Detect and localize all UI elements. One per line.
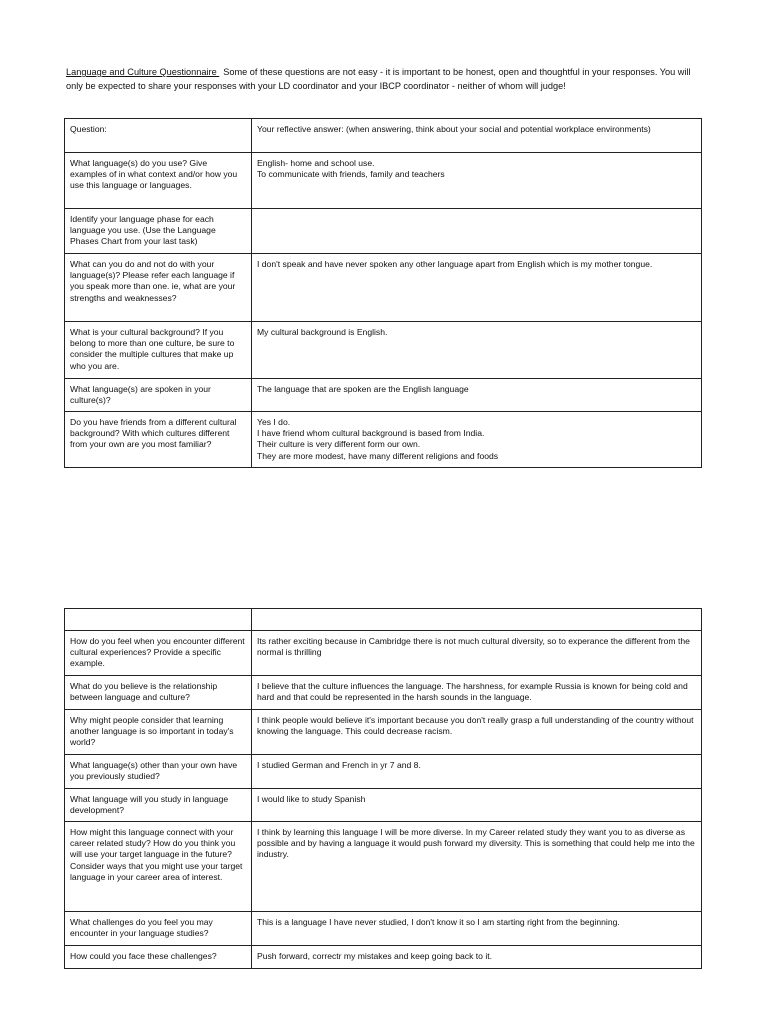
header-question	[65, 609, 252, 631]
answer-cell[interactable]	[252, 379, 702, 412]
question-cell: How could you face these challenges?	[65, 946, 252, 969]
table-row	[65, 912, 702, 946]
answer-line: English- home and school use.	[257, 158, 375, 168]
question-cell: What language(s) other than your own have you previously studied?	[65, 755, 252, 789]
table-row	[65, 322, 702, 379]
intro-paragraph	[66, 66, 706, 93]
answer-cell[interactable]	[252, 822, 702, 912]
answer-cell[interactable]	[252, 676, 702, 710]
table-row	[65, 676, 702, 710]
answer-cell[interactable]	[252, 153, 702, 209]
table-row	[65, 946, 702, 969]
table-row	[65, 755, 702, 789]
answer-line: Push forward, correctr my mistakes and keep going back to it.	[257, 951, 492, 961]
table-row	[65, 254, 702, 322]
answer-cell[interactable]	[252, 710, 702, 755]
answer-line: I would like to study Spanish	[257, 794, 366, 804]
answer-cell[interactable]	[252, 412, 702, 468]
question-cell: What can you do and not do with your language(s)? Please refer each language if you speak more than one. ie, what are your strengths and weaknesses?	[65, 254, 252, 322]
document-title: Language and Culture Questionnaire	[66, 67, 220, 77]
answer-line: Their culture is very different form our own.	[257, 439, 421, 450]
question-cell: How do you feel when you encounter different cultural experiences? Provide a specific example.	[65, 631, 252, 676]
question-cell: What language will you study in language development?	[65, 789, 252, 822]
table-row	[65, 631, 702, 676]
question-cell: How might this language connect with your career related study? How do you think you will use your target language in the future? Consider ways that you might use your target language in your career area of interest.	[65, 822, 252, 912]
answer-line: Its rather exciting because in Cambridge there is not much cultural diversity, so to experance the different from the normal is thrilling	[257, 636, 690, 658]
header-answer	[252, 609, 702, 631]
answer-line: My cultural background is English.	[257, 327, 388, 337]
question-cell: What challenges do you feel you may encounter in your language studies?	[65, 912, 252, 946]
answer-cell[interactable]	[252, 946, 702, 969]
table-row	[65, 789, 702, 822]
answer-line: They are more modest, have many different religions and foods	[257, 450, 499, 461]
answer-cell[interactable]	[252, 209, 702, 254]
table-row	[65, 710, 702, 755]
questionnaire-table-2	[64, 608, 702, 969]
question-cell: Why might people consider that learning another language is so important in today's world?	[65, 710, 252, 755]
answer-line: I have friend whom cultural background is based from India.	[257, 428, 485, 439]
answer-cell[interactable]	[252, 631, 702, 676]
questionnaire-table-1	[64, 118, 702, 468]
answer-line: This is a language I have never studied, I don't know it so I am starting right from the beginning.	[257, 917, 620, 927]
table-row	[65, 209, 702, 254]
answer-line: Yes I do.	[257, 417, 291, 427]
question-cell: What language(s) do you use? Give examples of in what context and/or how you use this language or languages.	[65, 153, 252, 209]
answer-line: I think by learning this language I will be more diverse. In my Career related study they want you to as diverse as possible and by having a language it would push forward my diversity. This is something that could help me into the industry.	[257, 827, 695, 860]
answer-cell[interactable]	[252, 912, 702, 946]
header-answer: Your reflective answer: (when answering, think about your social and potential workplace environments)	[252, 119, 702, 153]
table-header-row	[65, 119, 702, 153]
answer-line: I studied German and French in yr 7 and 8.	[257, 760, 421, 770]
question-cell: What is your cultural background? If you belong to more than one culture, be sure to consider the multiple cultures that make up who you are.	[65, 322, 252, 379]
answer-line: The language that are spoken are the English language	[257, 384, 469, 394]
answer-cell[interactable]	[252, 322, 702, 379]
question-cell: What language(s) are spoken in your culture(s)?	[65, 379, 252, 412]
answer-line: I don't speak and have never spoken any other language apart from English which is my mother tongue.	[257, 259, 653, 269]
table-row	[65, 153, 702, 209]
answer-line: I believe that the culture influences the language. The harshness, for example Russia is known for being cold and hard and that could be represented in the harsh sounds in the language.	[257, 681, 688, 703]
question-cell: What do you believe is the relationship between language and culture?	[65, 676, 252, 710]
header-question: Question:	[65, 119, 252, 153]
question-cell: Do you have friends from a different cultural background? With which cultures different from your own are you most familiar?	[65, 412, 252, 468]
answer-cell[interactable]	[252, 254, 702, 322]
answer-cell[interactable]	[252, 789, 702, 822]
intro-text: Some of these questions are not easy - it is important to be honest, open and thoughtful in your responses. You will only be expected to share your responses with your LD coordinator and your IBCP coordinator - neither of whom will judge!	[66, 67, 691, 91]
question-cell: Identify your language phase for each language you use. (Use the Language Phases Chart from your last task)	[65, 209, 252, 254]
table-row	[65, 822, 702, 912]
answer-line: To communicate with friends, family and teachers	[257, 169, 445, 180]
table-row	[65, 379, 702, 412]
table-header-row	[65, 609, 702, 631]
answer-line: I think people would believe it's important because you don't really grasp a full understanding of the country without knowing the language. This could decrease racism.	[257, 715, 694, 737]
table-row	[65, 412, 702, 468]
answer-cell[interactable]	[252, 755, 702, 789]
